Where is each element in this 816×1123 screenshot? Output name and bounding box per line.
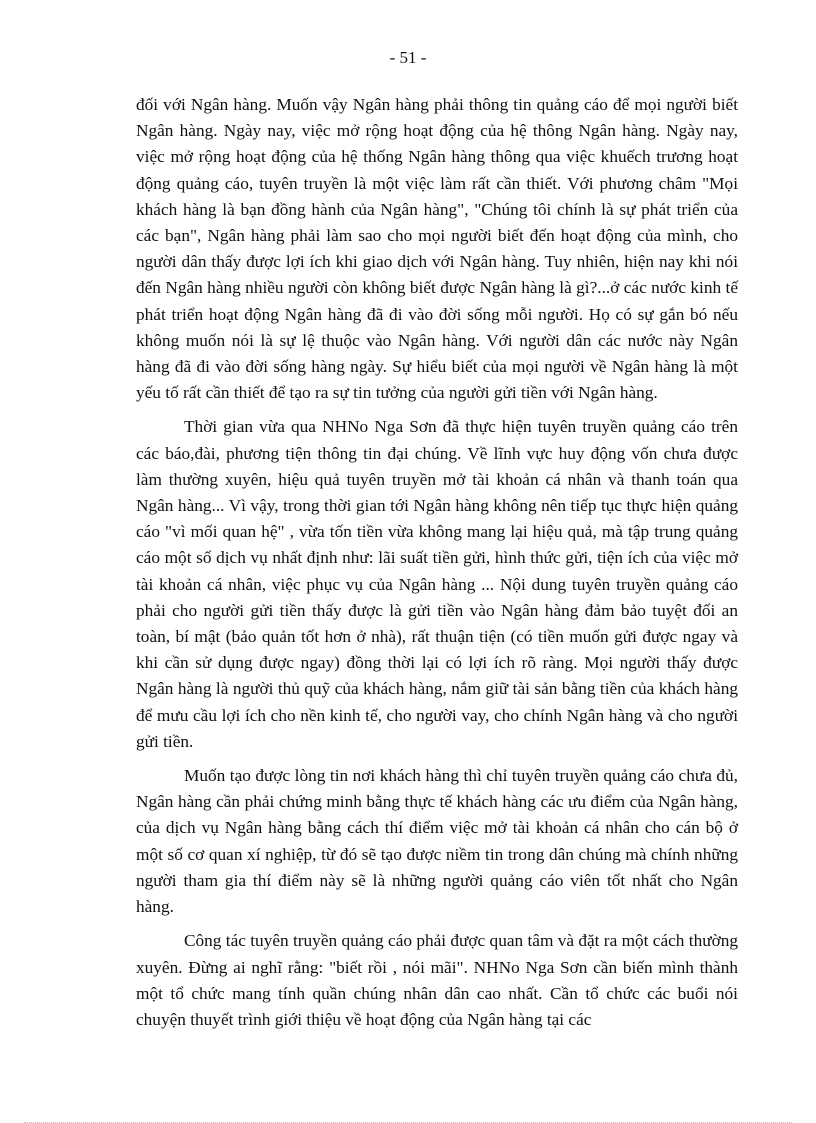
paragraph-continuation: đối với Ngân hàng. Muốn vậy Ngân hàng phải thông tin quảng cáo để mọi người biết Ngân hàng. Ngày nay, việc mở rộng hoạt động của hệ thông Ngân hàng. Ngày nay, việc mở rộng hoạt động của hệ thống Ngân hàng thông qua việc khuếch trương hoạt động quảng cáo, tuyên truyền là một việc làm rất cần thiết. Với phương châm "Mọi khách hàng là bạn đồng hành của Ngân hàng", "Chúng tôi chính là sự phát triển của các bạn", Ngân hàng phải làm sao cho mọi người biết đến hoạt động của mình, cho người dân thấy được lợi ích khi giao dịch với Ngân hàng. Tuy nhiên, hiện nay khi nói đến Ngân hàng nhiều người còn không biết được Ngân hàng là gì?...ở các nước kinh tế phát triển hoạt động Ngân hàng đã đi vào đời sống mỗi người. Họ có sự gắn bó nếu không muốn nói là sự lệ thuộc vào Ngân hàng. Với người dân các nước này Ngân hàng đã đi vào đời sống hàng ngày. Sự hiểu biết của mọi người về Ngân hàng là một yếu tố rất cần thiết để tạo ra sự tin tưởng của người gửi tiền với Ngân hàng. [136, 95, 738, 403]
body-text [136, 92, 738, 1041]
paragraph-customer-trust: Muốn tạo được lòng tin nơi khách hàng thì chỉ tuyên truyền quảng cáo chưa đủ, Ngân hàng cần phải chứng minh bằng thực tế khách hàng các ưu điểm của Ngân hàng, của dịch vụ Ngân hàng bằng cách thí điểm việc mở tài khoản cá nhân cho cán bộ ở một số cơ quan xí nghiệp, từ đó sẽ tạo được niềm tin trong dân chúng mà chính những người tham gia thí điểm này sẽ là những người quảng cáo viên tốt nhất cho Ngân hàng. [136, 766, 738, 917]
paragraph-advertising-activity: Thời gian vừa qua NHNo Nga Sơn đã thực hiện tuyên truyền quảng cáo trên các báo,đài, phương tiện thông tin đại chúng. Về lĩnh vực huy động vốn chưa được làm thường xuyên, hiệu quả tuyên truyền mở tài khoản cá nhân và thanh toán qua Ngân hàng... Vì vậy, trong thời gian tới Ngân hàng không nên tiếp tục thực hiện quảng cáo "vì mối quan hệ" , vừa tốn tiền vừa không mang lại hiệu quả, mà tập trung quảng cáo một số dịch vụ nhất định như: lãi suất tiền gửi, hình thức gửi, tiện ích của việc mở tài khoản cá nhân, việc phục vụ của Ngân hàng ... Nội dung tuyên truyền quảng cáo phải cho người gửi tiền thấy được là gửi tiền vào Ngân hàng đảm bảo tuyệt đối an toàn, bí mật (bảo quản tốt hơn ở nhà), rất thuận tiện (có tiền muốn gửi được ngay và khi cần sử dụng được ngay) đồng thời lại có lợi ích rõ ràng. Mọi người thấy được Ngân hàng là người thủ quỹ của khách hàng, nắm giữ tài sản bằng tiền của khách hàng để mưu cầu lợi ích cho nền kinh tế, cho người vay, cho chính Ngân hàng và cho người gửi tiền. [136, 417, 738, 751]
page-number: - 51 - [389, 48, 427, 67]
paragraph-regular-promotion: Công tác tuyên truyền quảng cáo phải được quan tâm và đặt ra một cách thường xuyên. Đừng ai nghĩ rằng: "biết rồi , nói mãi". NHNo Nga Sơn cần biến mình thành một tổ chức mang tính quần chúng nhân dân cao nhất. Cần tổ chức các buổi nói chuyện thuyết trình giới thiệu về hoạt động của Ngân hàng tại các [136, 931, 738, 1029]
